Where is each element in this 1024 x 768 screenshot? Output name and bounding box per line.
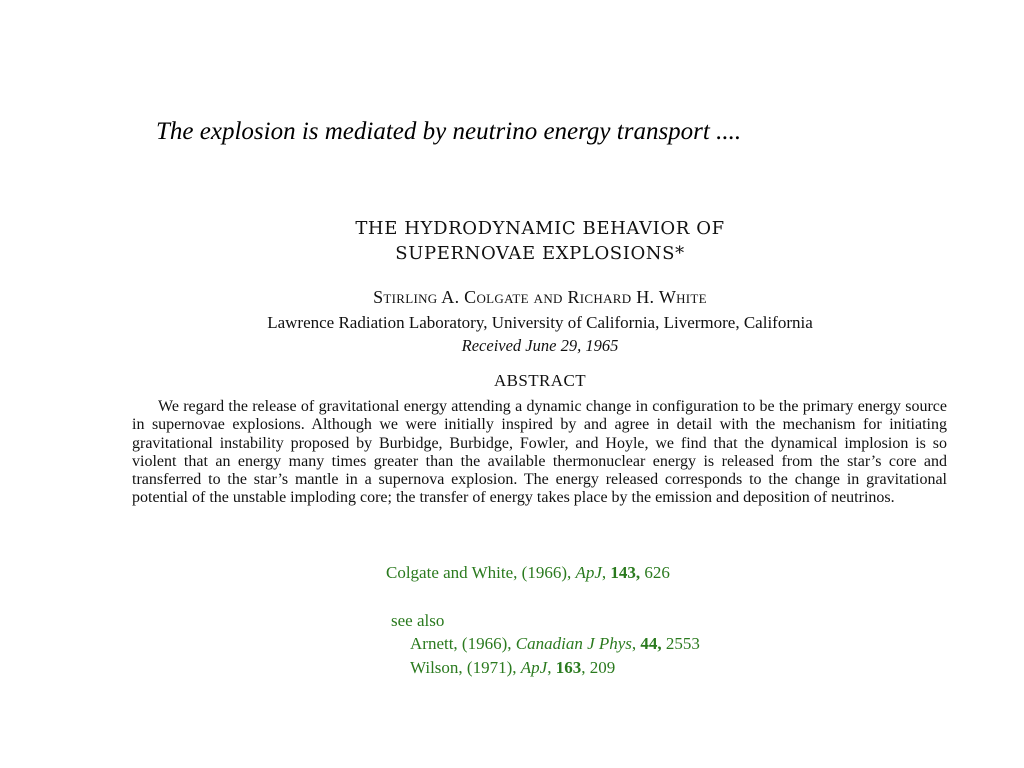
reference-page: 209 (589, 658, 616, 677)
paper-title-line-2: SUPERNOVAE EXPLOSIONS* (395, 243, 685, 264)
paper-title-line-1: THE HYDRODYNAMIC BEHAVIOR OF (355, 218, 725, 239)
slide-headline: The explosion is mediated by neutrino energy transport .... (156, 118, 742, 145)
reference-volume: 44, (640, 634, 662, 653)
reference-page: 2553 (665, 634, 700, 653)
citation-authors-year: Colgate and White, (1966), (386, 563, 572, 582)
citation-volume: 143, (610, 563, 641, 582)
abstract-heading: ABSTRACT (494, 371, 586, 390)
see-also-reference: Arnett, (1966), Canadian J Phys, 44, 2553 (410, 634, 700, 653)
paper-received-date: Received June 29, 1965 (461, 336, 619, 355)
paper-title (0, 216, 1024, 266)
reference-journal: Canadian J Phys (515, 634, 632, 653)
reference-volume: 163 (555, 658, 582, 677)
paper-authors: Stirling A. Colgate and Richard H. White (373, 287, 707, 307)
reference-authors-year: Arnett, (1966), (410, 634, 512, 653)
see-also-label: see also (391, 611, 445, 630)
citation-journal: ApJ (575, 563, 602, 582)
see-also-reference: Wilson, (1971), ApJ, 163, 209 (410, 658, 616, 677)
primary-citation: Colgate and White, (1966), ApJ, 143, 626 (386, 563, 670, 582)
reference-journal: ApJ (520, 658, 548, 677)
citation-page: 626 (644, 563, 670, 582)
paper-affiliation: Lawrence Radiation Laboratory, University of California, Livermore, California (267, 313, 813, 332)
abstract-text: We regard the release of gravitational energy attending a dynamic change in configuration to be the primary energy source in supernovae explosions. Although we were initially inspired by and agree in detail with the mechanism for initiating gravitational instability proposed by Burbidge, Burbidge, Fowler, and Hoyle, we find that the dynamical implosion is so violent that an energy many times greater than the available thermonuclear energy is released from the star’s core and transferred to the star’s mantle in a supernova explosion. The energy released corresponds to the change in gravitational potential of the unstable imploding core; the transfer of energy takes place by the emission and deposition of neutrinos. (132, 398, 947, 507)
reference-authors-year: Wilson, (1971), (410, 658, 517, 677)
